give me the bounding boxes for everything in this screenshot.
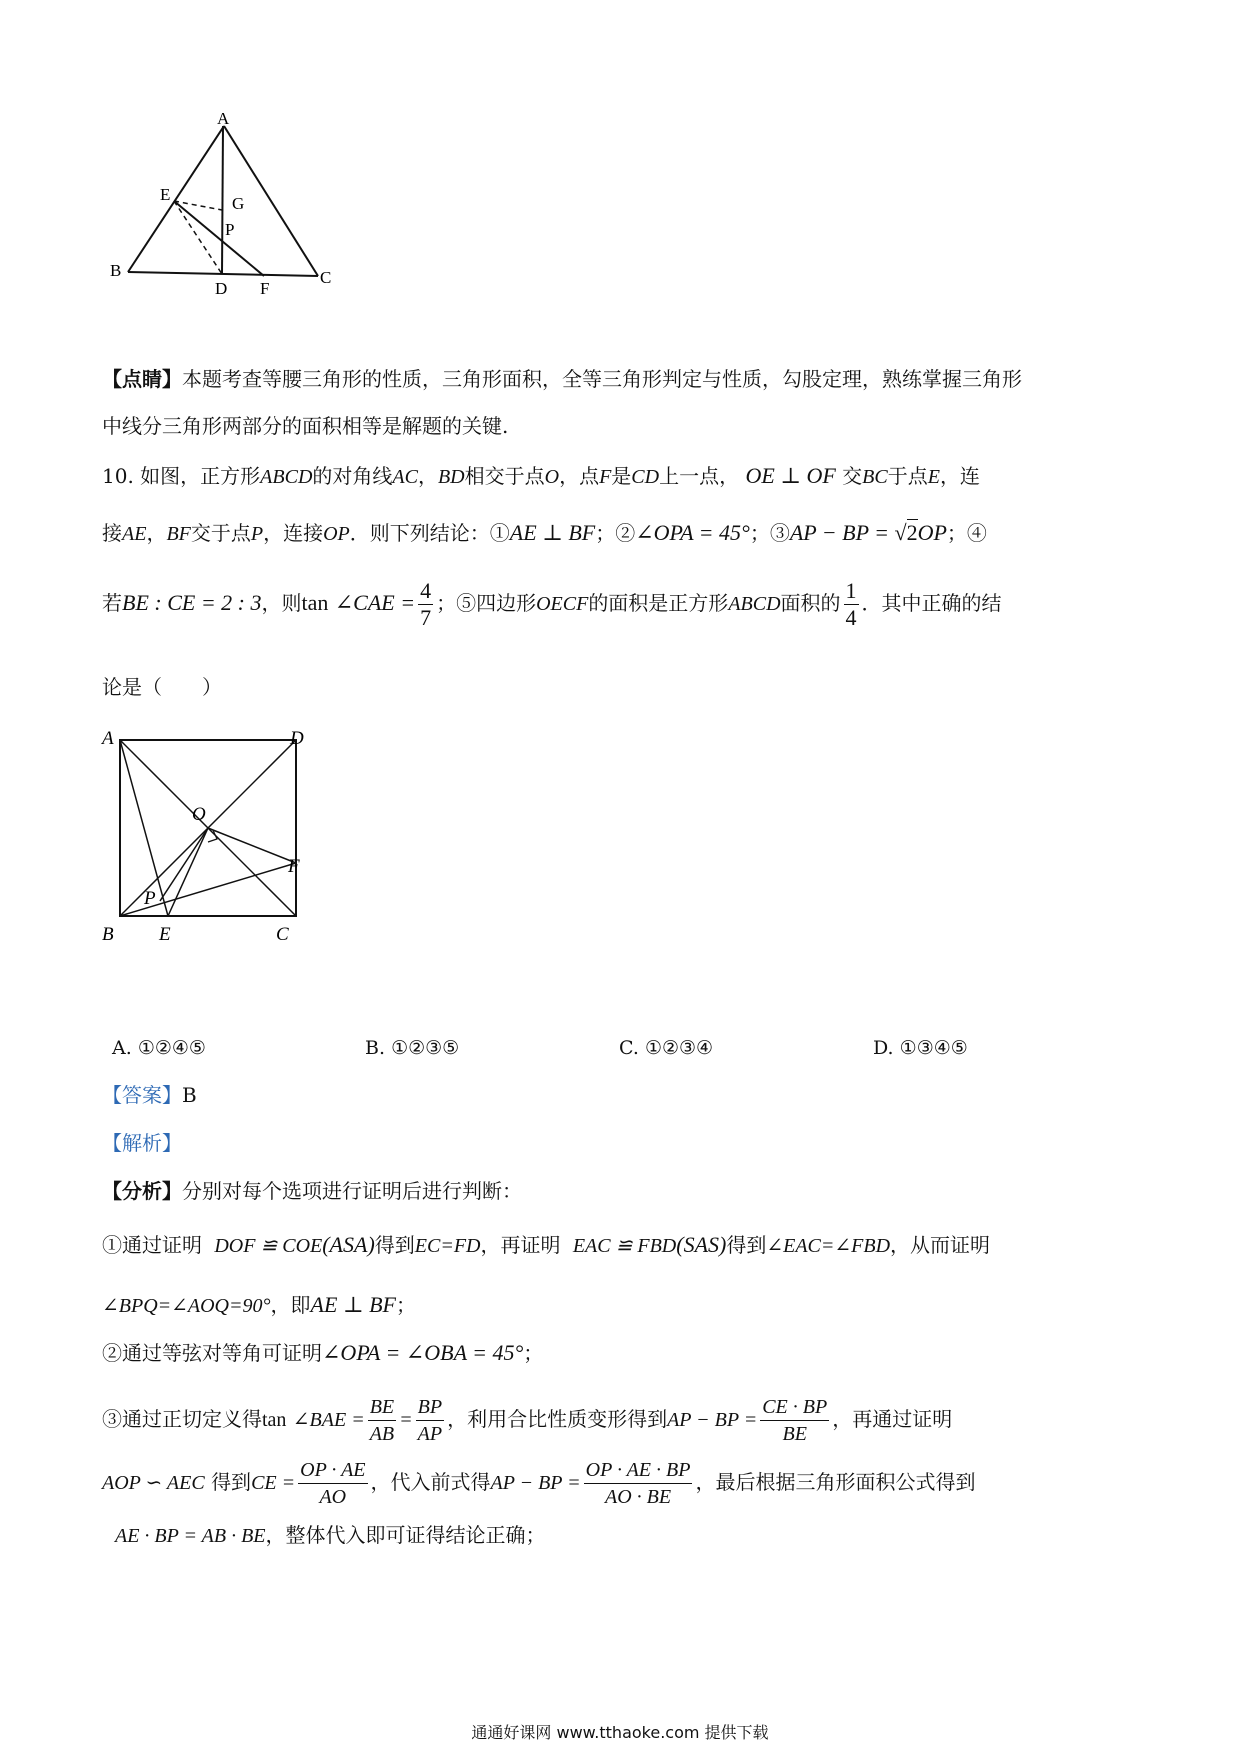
fraction-numerator: BP — [416, 1394, 444, 1421]
q10-math: ABCD — [728, 593, 781, 615]
step-math: AP − BP = — [667, 1409, 758, 1431]
fig1-label-d: D — [215, 279, 228, 298]
q10-math: O — [544, 466, 560, 488]
fig2-label-f: F — [288, 856, 300, 877]
step-math: (ASA) — [322, 1232, 375, 1257]
q10-math: 2 — [906, 520, 918, 545]
q10-math: ABCD — [260, 466, 313, 488]
step3-line3 — [115, 1520, 546, 1551]
fraction-numerator: 1 — [845, 578, 857, 603]
fig1-label-p: P — [225, 220, 235, 239]
figure-square — [96, 720, 356, 960]
fenxi-text: 分别对每个选项进行证明后进行判断： — [182, 1179, 522, 1203]
q10-text: ，连接 — [263, 521, 324, 545]
dianjing-line1 — [102, 364, 1022, 394]
fig2-label-o: O — [192, 804, 206, 825]
option-c[interactable] — [619, 1033, 713, 1063]
q10-text: ， — [146, 521, 167, 545]
q10-math: AC — [392, 466, 418, 488]
step-math: ∠OPA = ∠OBA = 45° — [322, 1340, 524, 1365]
figure-triangle — [100, 100, 360, 300]
step-text: ，即 — [270, 1293, 311, 1317]
fraction-denominator: AP — [417, 1423, 443, 1445]
fig2-label-p: P — [144, 888, 156, 909]
fraction-denominator: BE — [782, 1423, 807, 1445]
q10-text: 若 — [102, 591, 122, 615]
dianjing-text1: 本题考查等腰三角形的性质，三角形面积，全等三角形判定与性质，勾股定理，熟练掌握三角形 — [182, 367, 1022, 391]
q10-text: ；② — [595, 521, 636, 545]
step-math: ∠EAC=∠FBD — [766, 1235, 891, 1257]
q10-text: ，连 — [939, 464, 980, 488]
step-text: 得到 — [726, 1233, 767, 1257]
option-letter: B. — [365, 1037, 386, 1059]
fraction-opaebp-aobe — [584, 1457, 693, 1510]
step-math: EC=FD — [414, 1235, 481, 1257]
fraction-numerator: OP · AE · BP — [584, 1457, 693, 1484]
q10-math: BD — [437, 466, 465, 488]
fraction-denominator: 4 — [845, 605, 857, 630]
fraction-numerator: BE — [368, 1394, 396, 1421]
step-math: AOP ∽ — [102, 1472, 167, 1494]
step-text: ，再通过证明 — [832, 1407, 953, 1431]
fraction-numerator: CE · BP — [760, 1394, 829, 1421]
q10-math: OECF — [536, 593, 589, 615]
fraction-denominator: AO — [319, 1486, 347, 1508]
q10-math: CD — [631, 466, 660, 488]
q10-text: 接 — [102, 521, 122, 545]
q10-line4: 论是（ ） — [102, 675, 222, 699]
q10-math: √ — [894, 520, 907, 545]
fig1-label-g: G — [232, 194, 245, 213]
q10-math: OP — [323, 523, 350, 545]
step-text: ③通过正切定义得 — [102, 1407, 262, 1431]
q10-math: BF — [166, 523, 191, 545]
q10-text: ；④ — [946, 521, 987, 545]
q10-text: 的对角线 — [312, 464, 393, 488]
fraction-4-7 — [418, 578, 433, 631]
option-letter: C. — [619, 1037, 639, 1059]
q10-text: ；⑤四边形 — [436, 591, 537, 615]
q10-text: ，则 — [261, 591, 302, 615]
fraction-bp-ap — [416, 1394, 444, 1447]
q10-text: 相交于点 — [464, 464, 545, 488]
q10-text: 上一点， — [659, 464, 740, 488]
fenxi-line — [102, 1176, 522, 1206]
step-text: 得到 — [374, 1233, 415, 1257]
option-value: ①②③④ — [644, 1037, 714, 1059]
step-text: ①通过证明 — [102, 1233, 202, 1257]
q10-math: BE : CE = 2 : 3 — [122, 590, 262, 615]
step-math: tan — [262, 1409, 287, 1431]
fig2-label-b: B — [102, 924, 114, 945]
step-math: ∠BAE = — [292, 1409, 365, 1431]
fraction-denominator: AB — [369, 1423, 395, 1445]
option-letter: D. — [873, 1037, 894, 1059]
fig2-label-c: C — [276, 924, 289, 945]
step-math: AEC — [166, 1472, 205, 1494]
answer-value: B — [182, 1083, 197, 1107]
option-value: ①②③⑤ — [391, 1037, 460, 1059]
dianjing-tag: 【点睛】 — [102, 367, 182, 391]
step2-line — [102, 1338, 543, 1368]
step-math: ∠BPQ=∠AOQ=90° — [102, 1295, 271, 1317]
q10-math: ∠CAE = — [334, 590, 416, 615]
q10-math: BC — [862, 466, 888, 488]
q10-text: 交于点 — [190, 521, 251, 545]
q10-text: 的面积是正方形 — [588, 591, 729, 615]
step-math: AE ⊥ BF — [310, 1292, 396, 1317]
q10-math: AE ⊥ BF — [509, 520, 596, 545]
step-text: ，整体代入即可证得结论正确； — [265, 1523, 546, 1547]
q10-math: E — [927, 466, 940, 488]
q10-line3 — [102, 578, 1002, 631]
q10-math: tan — [301, 590, 329, 615]
step1-line2 — [102, 1290, 416, 1321]
fig1-label-a: A — [217, 109, 230, 128]
step-text: ②通过等弦对等角可证明 — [102, 1341, 322, 1365]
q10-text: 10. 如图，正方形 — [102, 464, 261, 488]
step-math: DOF ≌ — [214, 1235, 283, 1257]
option-a[interactable] — [112, 1033, 206, 1063]
q10-math: ∠OPA = 45° — [635, 520, 750, 545]
q10-text: ， — [417, 464, 438, 488]
step-text: ，代入前式得 — [370, 1470, 491, 1494]
step-text: ，从而证明 — [890, 1233, 991, 1257]
fraction-numerator: 4 — [420, 578, 432, 603]
step-math: EAC ≌ FBD — [572, 1235, 677, 1257]
step-math: AP − BP = — [490, 1472, 581, 1494]
fraction-be-ab — [368, 1394, 396, 1447]
step3-line1 — [102, 1394, 952, 1447]
step3-line2 — [102, 1457, 975, 1510]
q10-text: 交 — [842, 464, 863, 488]
q10-text: 面积的 — [780, 591, 841, 615]
step1-line1 — [102, 1230, 990, 1261]
fraction-opae-ao — [298, 1457, 367, 1510]
step-text: ； — [395, 1293, 416, 1317]
dianjing-line2: 中线分三角形两部分的面积相等是解题的关键. — [102, 414, 509, 438]
step-math: AE · BP = AB · BE — [115, 1525, 266, 1547]
answer-line — [102, 1080, 197, 1110]
fig2-label-d: D — [290, 728, 304, 749]
option-d[interactable] — [873, 1033, 968, 1063]
fig2-label-e: E — [159, 924, 171, 945]
step-text: ，利用合比性质变形得到 — [447, 1407, 668, 1431]
q10-line2 — [102, 518, 987, 549]
step-text: 得到 — [211, 1470, 252, 1494]
q10-text: ．则下列结论：① — [349, 521, 510, 545]
q10-math: OP — [917, 520, 947, 545]
fig1-label-b: B — [110, 261, 122, 280]
fig2-label-a: A — [102, 728, 114, 749]
fraction-denominator: 7 — [420, 605, 432, 630]
q10-line1 — [102, 461, 980, 492]
fig1-label-c: C — [320, 268, 332, 287]
fraction-denominator: AO · BE — [605, 1486, 672, 1508]
q10-text: ．其中正确的结 — [861, 591, 1002, 615]
fraction-1-4 — [844, 578, 859, 631]
fig1-label-f: F — [260, 279, 270, 298]
option-value: ①②④⑤ — [137, 1037, 206, 1059]
jiexi-tag: 【解析】 — [102, 1131, 182, 1155]
step-math: (SAS) — [676, 1232, 727, 1257]
fenxi-tag: 【分析】 — [102, 1179, 182, 1203]
option-value: ①③④⑤ — [899, 1037, 968, 1059]
page-footer: 通通好课网 www.tthaoke.com 提供下载 — [471, 1723, 769, 1742]
q10-math: AE — [122, 523, 147, 545]
q10-text: 于点 — [887, 464, 928, 488]
q10-text: 是 — [611, 464, 632, 488]
q10-math: P — [250, 523, 264, 545]
q10-math: AP − BP = — [789, 520, 895, 545]
q10-math: F — [599, 466, 612, 488]
step-text: ； — [523, 1341, 544, 1365]
fraction-numerator: OP · AE — [298, 1457, 367, 1484]
step-math: COE — [282, 1235, 323, 1257]
step-math: = — [399, 1409, 413, 1431]
option-letter: A. — [112, 1037, 132, 1059]
step-text: ，最后根据三角形面积公式得到 — [695, 1470, 976, 1494]
step-text: ，再证明 — [480, 1233, 561, 1257]
fig1-label-e: E — [160, 185, 171, 204]
option-b[interactable] — [365, 1033, 459, 1063]
answer-tag: 【答案】 — [102, 1083, 182, 1107]
fraction-cebp-be — [760, 1394, 829, 1447]
q10-text: ，点 — [559, 464, 600, 488]
q10-text: ；③ — [749, 521, 790, 545]
q10-math: OE ⊥ OF — [745, 463, 836, 488]
step-math: CE = — [251, 1472, 296, 1494]
